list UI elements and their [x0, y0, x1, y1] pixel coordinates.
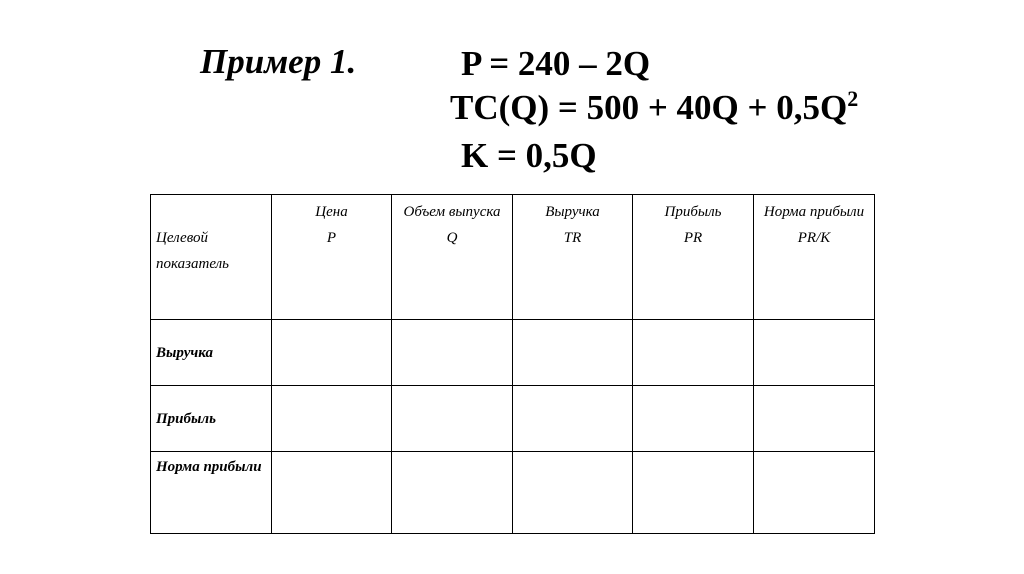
table-row	[151, 386, 875, 452]
row-label-profit-rate: Норма прибыли	[151, 452, 272, 534]
column-header-revenue	[513, 195, 633, 320]
column-header-label: Объем выпуска	[403, 204, 501, 220]
table-cell	[513, 386, 633, 452]
cost-equation-exponent: 2	[847, 86, 859, 111]
table-cell	[272, 320, 392, 386]
column-header-output	[392, 195, 513, 320]
table-cell	[754, 386, 875, 452]
column-header-label: Выручка	[545, 204, 600, 220]
column-header-symbol: TR	[563, 230, 582, 246]
table-cell	[633, 452, 754, 534]
target-indicator-table	[150, 194, 875, 534]
table-cell	[392, 386, 513, 452]
table-cell	[272, 452, 392, 534]
demand-equation: P = 240 – 2Q	[461, 44, 651, 83]
column-header-price	[272, 195, 392, 320]
column-header-label: Норма прибыли	[763, 204, 865, 220]
table-cell	[513, 452, 633, 534]
column-header-symbol: Q	[446, 230, 458, 246]
table-cell	[754, 452, 875, 534]
table-row	[151, 452, 875, 534]
column-header-symbol: PR/K	[797, 230, 831, 246]
table-cell	[633, 320, 754, 386]
column-header-label: Прибыль	[664, 204, 722, 220]
corner-cell: Целевой показатель	[151, 195, 272, 320]
capital-equation: K = 0,5Q	[461, 136, 597, 175]
cost-equation-main: TC(Q) = 500 + 40Q + 0,5Q	[450, 88, 848, 127]
table-cell	[392, 320, 513, 386]
column-header-symbol: P	[326, 230, 337, 246]
table-header-row	[151, 195, 875, 320]
column-header-label: Цена	[315, 204, 348, 220]
column-header-profit-rate	[754, 195, 875, 320]
example-title: Пример 1.	[200, 42, 357, 81]
table-cell	[272, 386, 392, 452]
row-label-revenue: Выручка	[151, 320, 272, 386]
table-cell	[754, 320, 875, 386]
table-cell	[513, 320, 633, 386]
table-cell	[633, 386, 754, 452]
row-label-profit: Прибыль	[151, 386, 272, 452]
table-cell	[392, 452, 513, 534]
cost-equation	[450, 86, 859, 127]
column-header-symbol: PR	[683, 230, 703, 246]
table-row	[151, 320, 875, 386]
column-header-profit	[633, 195, 754, 320]
